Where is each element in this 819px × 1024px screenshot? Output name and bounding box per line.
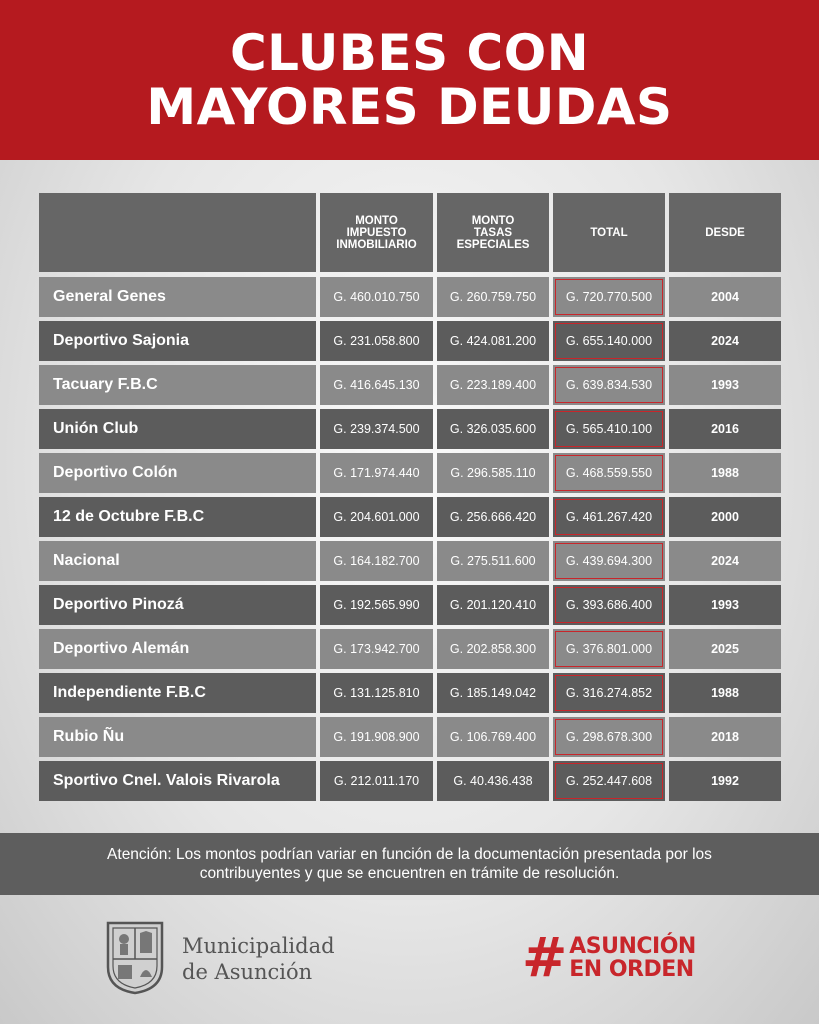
cell-total: G. 252.447.608	[553, 761, 665, 801]
cell-total: G. 393.686.400	[553, 585, 665, 625]
cell-desde: 2000	[669, 497, 781, 537]
cell-tasas: G. 424.081.200	[437, 321, 549, 361]
notice-banner	[0, 833, 819, 895]
table-row	[39, 453, 781, 493]
table-body	[39, 277, 781, 801]
notice-text: Atención: Los montos podrían variar en función de la documentación presentada por los contribuyentes y que se encuentren en trámite de resolución.	[107, 846, 712, 882]
cell-total: G. 720.770.500	[553, 277, 665, 317]
cell-total: G. 655.140.000	[553, 321, 665, 361]
table-row	[39, 761, 781, 801]
cell-club: Independiente F.B.C	[39, 673, 316, 713]
cell-club: Deportivo Sajonia	[39, 321, 316, 361]
cell-desde: 2016	[669, 409, 781, 449]
cell-total: G. 439.694.300	[553, 541, 665, 581]
cell-total: G. 565.410.100	[553, 409, 665, 449]
table-row	[39, 585, 781, 625]
cell-impuesto: G. 173.942.700	[320, 629, 433, 669]
header-banner	[0, 0, 819, 160]
cell-desde: 1992	[669, 761, 781, 801]
cell-club: Deportivo Alemán	[39, 629, 316, 669]
header-desde: DESDE	[669, 193, 781, 272]
cell-impuesto: G. 212.011.170	[320, 761, 433, 801]
cell-tasas: G. 223.189.400	[437, 365, 549, 405]
table-row	[39, 277, 781, 317]
cell-total: G. 298.678.300	[553, 717, 665, 757]
cell-club: Sportivo Cnel. Valois Rivarola	[39, 761, 316, 801]
cell-impuesto: G. 164.182.700	[320, 541, 433, 581]
cell-club: Deportivo Pinozá	[39, 585, 316, 625]
cell-club: Deportivo Colón	[39, 453, 316, 493]
cell-desde: 2025	[669, 629, 781, 669]
asuncion-en-orden-logo	[522, 926, 696, 989]
table-row	[39, 673, 781, 713]
cell-impuesto: G. 239.374.500	[320, 409, 433, 449]
cell-desde: 1988	[669, 673, 781, 713]
table-row	[39, 321, 781, 361]
header-tasas: MONTO TASAS ESPECIALES	[437, 193, 549, 272]
footer	[0, 895, 819, 1024]
municipality-line1: Municipalidad	[182, 934, 335, 958]
page-title-line1: CLUBES CON	[229, 24, 590, 82]
municipality-line2: de Asunción	[182, 960, 313, 984]
cell-total: G. 316.274.852	[553, 673, 665, 713]
brand-words	[569, 935, 696, 981]
cell-total: G. 639.834.530	[553, 365, 665, 405]
municipal-seal-icon	[104, 919, 166, 995]
table-row	[39, 717, 781, 757]
brand-line1: ASUNCIÓN	[569, 934, 696, 959]
cell-total: G. 461.267.420	[553, 497, 665, 537]
cell-impuesto: G. 131.125.810	[320, 673, 433, 713]
cell-tasas: G. 326.035.600	[437, 409, 549, 449]
cell-desde: 1988	[669, 453, 781, 493]
cell-tasas: G. 40.436.438	[437, 761, 549, 801]
page-title-line2: MAYORES DEUDAS	[146, 78, 673, 136]
cell-desde: 1993	[669, 585, 781, 625]
cell-desde: 2004	[669, 277, 781, 317]
cell-tasas: G. 260.759.750	[437, 277, 549, 317]
cell-impuesto: G. 191.908.900	[320, 717, 433, 757]
cell-club: Rubio Ñu	[39, 717, 316, 757]
municipality-name	[182, 933, 335, 985]
cell-club: Unión Club	[39, 409, 316, 449]
cell-club: General Genes	[39, 277, 316, 317]
cell-total: G. 468.559.550	[553, 453, 665, 493]
cell-desde: 2024	[669, 321, 781, 361]
cell-tasas: G. 185.149.042	[437, 673, 549, 713]
table-row	[39, 365, 781, 405]
cell-tasas: G. 256.666.420	[437, 497, 549, 537]
cell-impuesto: G. 192.565.990	[320, 585, 433, 625]
cell-tasas: G. 202.858.300	[437, 629, 549, 669]
header-total: TOTAL	[553, 193, 665, 272]
cell-impuesto: G. 416.645.130	[320, 365, 433, 405]
cell-total: G. 376.801.000	[553, 629, 665, 669]
cell-desde: 2024	[669, 541, 781, 581]
table-header-row	[39, 193, 781, 272]
table-row	[39, 497, 781, 537]
cell-impuesto: G. 204.601.000	[320, 497, 433, 537]
cell-club: Tacuary F.B.C	[39, 365, 316, 405]
hashtag-symbol: #	[522, 926, 568, 989]
cell-impuesto: G. 171.974.440	[320, 453, 433, 493]
header-club	[39, 193, 316, 272]
table-row	[39, 629, 781, 669]
cell-tasas: G. 106.769.400	[437, 717, 549, 757]
cell-tasas: G. 296.585.110	[437, 453, 549, 493]
cell-impuesto: G. 231.058.800	[320, 321, 433, 361]
table-row	[39, 409, 781, 449]
cell-club: Nacional	[39, 541, 316, 581]
table-row	[39, 541, 781, 581]
header-impuesto: MONTO IMPUESTO INMOBILIARIO	[320, 193, 433, 272]
cell-tasas: G. 275.511.600	[437, 541, 549, 581]
cell-impuesto: G. 460.010.750	[320, 277, 433, 317]
cell-desde: 2018	[669, 717, 781, 757]
cell-tasas: G. 201.120.410	[437, 585, 549, 625]
cell-club: 12 de Octubre F.B.C	[39, 497, 316, 537]
debts-table	[39, 193, 781, 805]
cell-desde: 1993	[669, 365, 781, 405]
brand-line2: EN ORDEN	[569, 957, 694, 982]
